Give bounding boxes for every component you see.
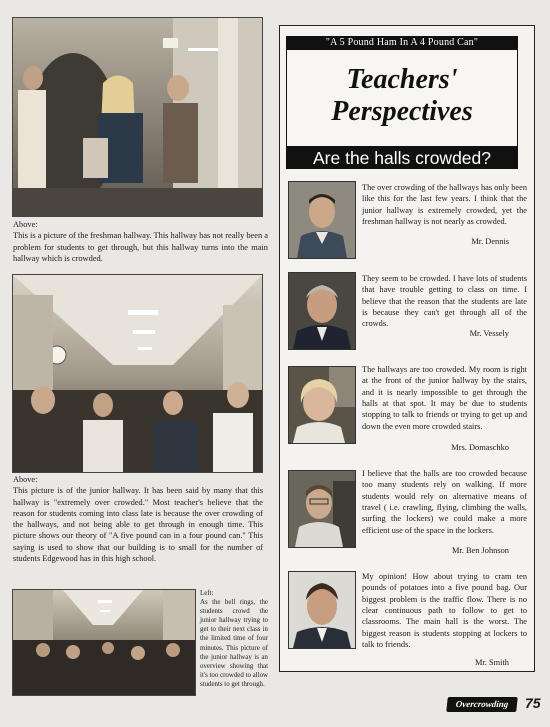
caption-label: Above: <box>13 475 38 484</box>
teacher-quote-johnson: I believe that the halls are too crowded because too many students rely on walking. If more students would rely on alternative means of travel ( i.e. crawling, flying, climbing the walls, surfing the lockers) we could make a more efficient use of the space in the lockers. <box>362 469 527 535</box>
teacher-name-dennis: Mr. Dennis <box>471 237 509 246</box>
teacher-photo-domaschko <box>288 366 356 444</box>
teacher-photo-smith <box>288 571 356 649</box>
junior-hallway-photo <box>12 274 263 473</box>
caption-label: Left: <box>200 590 214 597</box>
teacher-photo-dennis <box>288 181 356 259</box>
teacher-quote-domaschko: The hallways are too crowded. My room is right at the front of the junior hallway by the stairs, and it is nearly impossible to get through the halls at that spot. It may be due to students stopping to talk to friends or trying to get up and down the even more crowded stairs. <box>362 365 527 431</box>
caption-label: Above: <box>13 220 38 229</box>
caption-text: As the bell rings, the students crowd the junior hallway trying to get to their next class in the limited time of four minutes. This picture of the junior hallway is an overview showing that it's too crowded to allow students to get through. <box>200 599 268 688</box>
junior-hallway-caption <box>13 474 263 564</box>
teacher-quote-dennis: The over crowding of the hallways has only been like this for the last few years. I think that the junior hallway is extremely crowded, yet the freshman hallway is not nearly as crowded. <box>362 183 527 227</box>
teacher-name-domaschko: Mrs. Domaschko <box>451 443 509 452</box>
page-title-line1: Teachers' <box>346 64 458 95</box>
series-title: "A 5 Pound Ham In A 4 Pound Can" <box>286 36 518 49</box>
junior-hallway-overview-photo <box>12 589 196 696</box>
caption-text: This is a picture of the freshman hallway. This hallway has not really been a problem for students to get through, but this hallway turns into the main hallway which is crowded. <box>13 231 268 264</box>
question-banner: Are the halls crowded? <box>286 147 518 169</box>
teacher-name-johnson: Mr. Ben Johnson <box>451 546 509 555</box>
teacher-photo-vessely <box>288 272 356 350</box>
caption-text: This picture is of the junior hallway. It has been said by many that this hallway is "extremely over crowded." Most teacher's believe that the reason for students coming into class late is because the over crowding of the hallways, and not being able to get through in enough time. This picture shows our theory of "A five pound can in a four pound can." This saying is used to show that our building is to small for the number of students Edgewood has in this high school. <box>13 486 263 564</box>
teacher-quote-vessely: They seem to be crowded. I have lots of students that have trouble getting to class on time. I believe that the reason that the students are late is because they can't get through all of the crowds. <box>362 274 527 329</box>
page-title <box>286 64 518 128</box>
freshman-hallway-caption <box>13 219 268 265</box>
teacher-photo-johnson <box>288 470 356 548</box>
teacher-name-smith: Mr. Smith <box>475 658 509 667</box>
overview-caption <box>200 589 268 689</box>
page-number: 75 <box>525 695 541 711</box>
teacher-quote-smith: My opinion! How about trying to cram ten pounds of potatoes into a five pound bag. Our biggest problem is the traffic flow. There is no clear continuous path to follow to get to classrooms. The main hall is the worst. The biggest reason is students stopping at lockers to talk to friends. <box>362 572 527 650</box>
freshman-hallway-photo <box>12 17 263 217</box>
section-tag: Overcrowding <box>446 697 518 712</box>
page-title-line2: Perspectives <box>331 96 473 127</box>
teacher-name-vessely: Mr. Vessely <box>469 329 509 338</box>
